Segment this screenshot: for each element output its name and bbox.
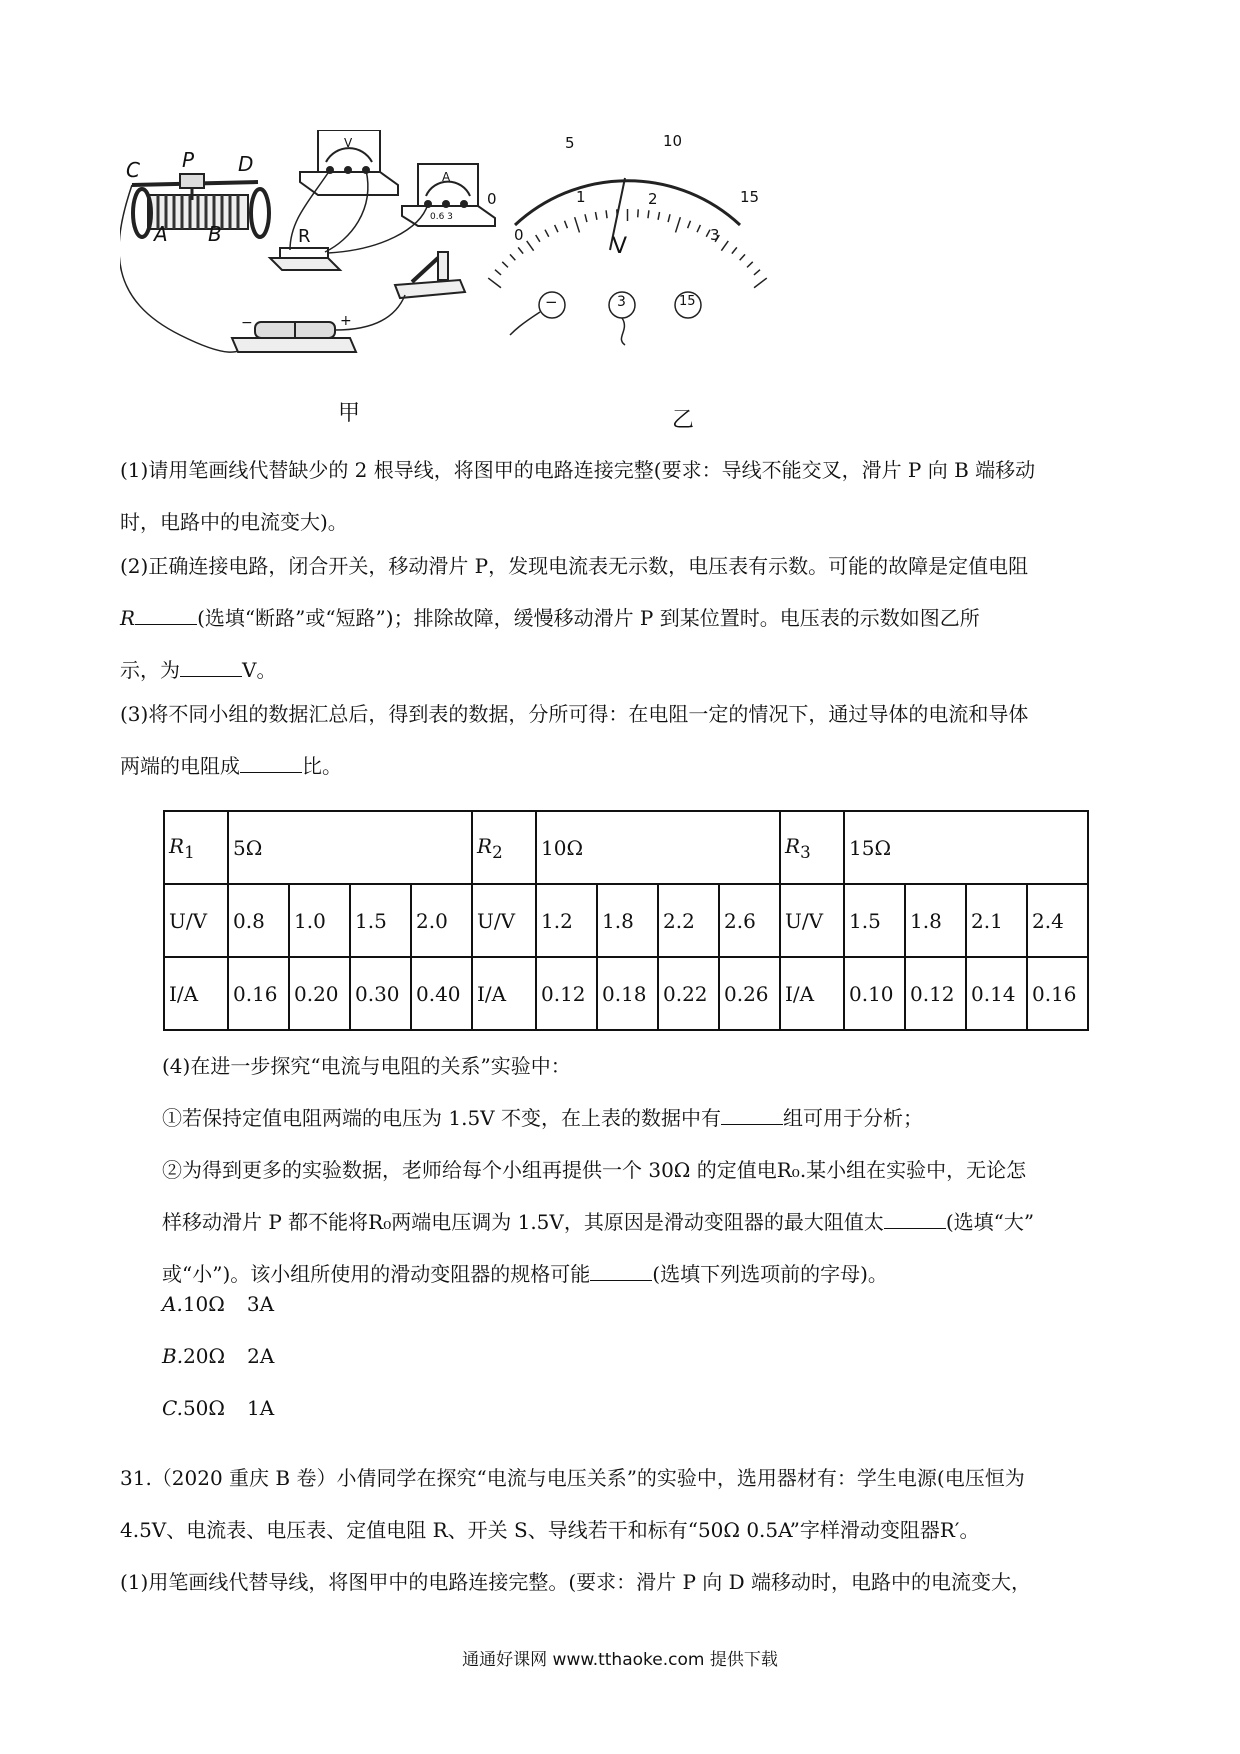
table-cell: 0.30 (350, 957, 411, 1030)
ammeter-scale-text: 0.6 3 (430, 212, 453, 222)
q3-line2 (120, 740, 1120, 792)
question-31 (120, 1452, 1120, 1608)
circuit-diagram (120, 130, 880, 430)
dial-tick (606, 210, 607, 218)
table-cell: 2.2 (658, 884, 719, 957)
q4-sub1: ①若保持定值电阻两端的电压为 1.5V 不变，在上表的数据中有 组可用于分析； (162, 1106, 923, 1130)
dial-tick (595, 212, 596, 220)
table-cell: I/A (780, 957, 844, 1030)
voltmeter-label: V (344, 136, 353, 150)
dial-tick (565, 221, 568, 228)
resistor-label: R (298, 226, 311, 247)
answer-blank[interactable] (884, 1208, 946, 1229)
table-cell: 1.5 (350, 884, 411, 957)
data-table (163, 810, 1089, 1031)
rheostat (132, 174, 269, 237)
table-cell: 0.14 (966, 957, 1027, 1030)
dial-tick (668, 214, 670, 222)
q1-line1: (1)请用笔画线代替缺少的 2 根导线，将图甲的电路连接完整(要求：导线不能交叉，滑片 P 向 B 端移动 (120, 458, 1036, 482)
dial-tick (536, 235, 540, 242)
dial-outer-15: 15 (740, 188, 760, 206)
table-cell: U/V (472, 884, 536, 957)
q2-line2 (120, 592, 1120, 644)
question-3 (120, 688, 1120, 792)
table-cell: 1.2 (536, 884, 597, 957)
table-cell: 0.20 (289, 957, 350, 1030)
battery-minus-label: − (241, 315, 253, 331)
dial-outer-0: 0 (487, 190, 497, 208)
dial-inner-2: 2 (648, 190, 658, 208)
answer-blank[interactable] (721, 1104, 783, 1125)
answer-blank[interactable] (180, 656, 242, 677)
voltmeter-dial (488, 178, 767, 345)
table-cell: 0.16 (1027, 957, 1088, 1030)
rheostat-label-a: A (154, 222, 168, 246)
dial-tick (502, 262, 508, 268)
table-cell: 0.22 (658, 957, 719, 1030)
switch-device (395, 252, 465, 298)
dial-tick (555, 225, 558, 232)
q4-sub2-line2: 样移动滑片 P 都不能将R₀两端电压调为 1.5V，其原因是滑动变阻器的最大阻值太 (选填“大” (162, 1210, 1035, 1234)
dial-outer-5: 5 (565, 134, 575, 152)
q4-sub2-line1: ②为得到更多的实验数据，老师给每个小组再提供一个 30Ω 的定值电R₀.某小组在实验中，无论怎 (162, 1158, 1027, 1182)
table-cell: 1.8 (597, 884, 658, 957)
dial-tick (754, 270, 760, 275)
table-row-resistance (164, 811, 1088, 884)
table-cell: 0.10 (844, 957, 905, 1030)
table-cell: 2.0 (411, 884, 472, 957)
table-cell: 2.4 (1027, 884, 1088, 957)
table-cell-r2-value: 10Ω (536, 811, 780, 884)
figure-caption-jia: 甲 (338, 401, 361, 426)
q2-line2-text: (选填“断路”或“短路”)；排除故障，缓慢移动滑片 P 到某位置时。电压表的示数如图乙所 (197, 606, 980, 630)
dial-inner-1: 1 (576, 188, 586, 206)
dial-tick (545, 230, 549, 237)
dial-tick (721, 241, 728, 251)
dial-tick (676, 217, 681, 232)
table-cell: I/A (472, 957, 536, 1030)
table-cell: I/A (164, 957, 228, 1030)
q3-line2-end: 比。 (302, 754, 342, 778)
rheostat-label-b: B (208, 222, 222, 246)
dial-tick (732, 247, 737, 253)
circuit-figure (120, 130, 880, 433)
table-row-voltage (164, 884, 1088, 957)
terminal-label-3: 3 (617, 294, 626, 310)
q4-line1: (4)在进一步探究“电流与电阻的关系”实验中： (162, 1054, 571, 1078)
answer-blank[interactable] (590, 1260, 652, 1281)
table-cell: 0.18 (597, 957, 658, 1030)
dial-outer-10: 10 (663, 132, 683, 150)
table-row-current (164, 957, 1088, 1030)
dial-tick (648, 210, 649, 218)
dial-inner-0: 0 (514, 226, 524, 244)
option-b[interactable]: B.20Ω 2A (162, 1344, 275, 1368)
q2-line3-unit: V。 (242, 658, 277, 682)
table-cell: 0.16 (228, 957, 289, 1030)
terminal-label-minus: − (545, 293, 558, 311)
table-cell: U/V (780, 884, 844, 957)
question-1 (120, 444, 1120, 548)
q31-line1: 31.（2020 重庆 B 卷）小倩同学在探究“电流与电压关系”的实验中，选用器材有：学生电源(电压恒为 (120, 1466, 1025, 1490)
q3-line1: (3)将不同小组的数据汇总后，得到表的数据，分所可得：在电阻一定的情况下，通过导体的电流和导体 (120, 702, 1029, 726)
dial-tick (688, 221, 691, 228)
dial-inner-3: 3 (710, 226, 720, 244)
q2-var-r: R (120, 606, 136, 630)
dial-tick (740, 254, 745, 260)
q1-line2: 时，电路中的电流变大)。 (120, 510, 348, 534)
table-cell: 2.1 (966, 884, 1027, 957)
dial-tick (697, 225, 700, 232)
dial-tick (495, 270, 501, 275)
table-cell-r3-value: 15Ω (844, 811, 1088, 884)
option-a[interactable]: A.10Ω 3A (162, 1292, 275, 1316)
q2-line1: (2)正确连接电路，闭合开关，移动滑片 P，发现电流表无示数，电压表有示数。可能的故障是定值电阻 (120, 554, 1029, 578)
terminal-label-15: 15 (679, 294, 696, 309)
dial-tick (754, 278, 767, 288)
battery-plus-label: + (340, 313, 352, 329)
q31-line3: (1)用笔画线代替导线，将图甲中的电路连接完整。(要求：滑片 P 向 D 端移动时，电路中的电流变大， (120, 1570, 1032, 1594)
dial-tick (575, 217, 580, 232)
answer-blank[interactable] (135, 604, 197, 625)
table-cell: 0.40 (411, 957, 472, 1030)
question-4 (162, 1040, 1120, 1300)
table-cell: U/V (164, 884, 228, 957)
dial-tick (527, 241, 534, 251)
q2-line3-text: 示，为 (120, 658, 180, 682)
q31-line2: 4.5V、电流表、电压表、定值电阻 R、开关 S、导线若干和标有“50Ω 0.5A”字样滑动变阻器R′。 (120, 1518, 980, 1542)
dial-tick (585, 214, 587, 222)
table-cell: 0.8 (228, 884, 289, 957)
table-cell: 1.5 (844, 884, 905, 957)
figure-caption-yi: 乙 (672, 408, 695, 433)
dial-tick (658, 212, 659, 220)
q4-sub2-line3: 或“小”)。该小组所使用的滑动变阻器的规格可能 (选填下列选项前的字母)。 (162, 1262, 888, 1286)
rheostat-label-c: C (126, 158, 140, 182)
q3-line2-text: 两端的电阻成 (120, 754, 240, 778)
table-cell: 1.8 (905, 884, 966, 957)
answer-blank[interactable] (240, 752, 302, 773)
table-cell-r1: $R_1$ (164, 811, 228, 884)
table-cell: 0.26 (719, 957, 780, 1030)
ammeter-label: A (442, 170, 451, 184)
resistor-device (270, 248, 340, 270)
rheostat-label-p: P (182, 148, 195, 172)
table-cell-r3: $R_3$ (780, 811, 844, 884)
dial-symbol: V (612, 234, 628, 259)
page-footer: 通通好课网 www.tthaoke.com 提供下载 (462, 1650, 778, 1670)
table-cell: 2.6 (719, 884, 780, 957)
dial-tick (510, 254, 515, 260)
dial-tick (518, 247, 523, 253)
dial-tick (747, 262, 753, 268)
table-cell-r1-value: 5Ω (228, 811, 472, 884)
table-cell: 0.12 (536, 957, 597, 1030)
table-cell: 1.0 (289, 884, 350, 957)
question-2 (120, 540, 1120, 696)
table-cell-r2: $R_2$ (472, 811, 536, 884)
rheostat-label-d: D (238, 152, 254, 176)
option-c[interactable]: C.50Ω 1A (162, 1396, 275, 1420)
table-cell: 0.12 (905, 957, 966, 1030)
dial-tick (488, 278, 501, 288)
